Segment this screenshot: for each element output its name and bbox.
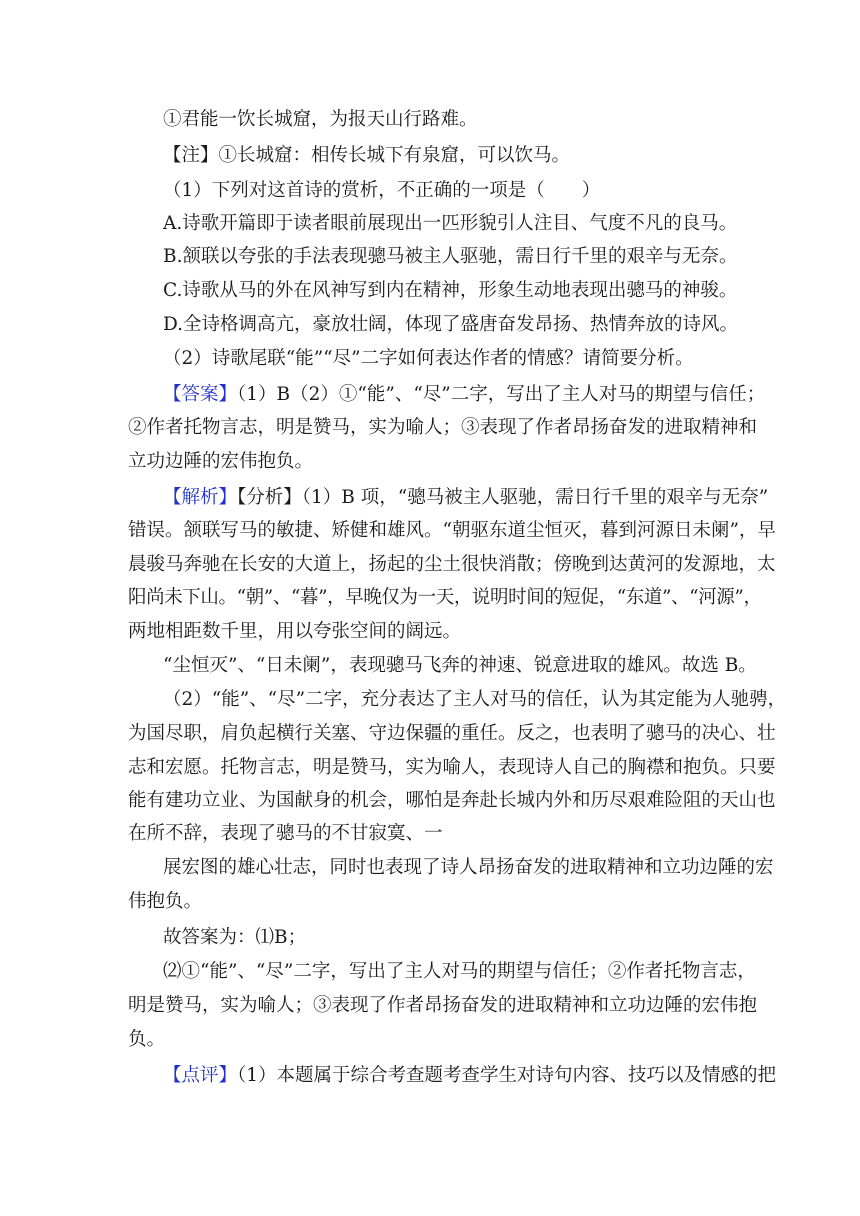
analysis-q2-line-5: 在所不辞，表现了骢马的不甘寂寞、一 [128, 823, 443, 844]
option-c: C.诗歌从马的外在风神写到内在精神，形象生动地表现出骢马的神骏。 [163, 280, 738, 301]
option-d: D.全诗格调高亢，豪放壮阔，体现了盛唐奋发昂扬、热情奔放的诗风。 [163, 314, 739, 335]
final-answer-line-3: 明是赞马，实为喻人；③表现了作者昂扬奋发的进取精神和立功边陲的宏伟抱 [128, 995, 758, 1016]
answer-tag: 【答案】 [163, 384, 238, 405]
analysis-line-2: 错误。颔联写马的敏捷、矫健和雄风。“朝驱东道尘恒灭，暮到河源日未阑”，早 [128, 520, 776, 541]
poem-line: ①君能一饮长城窟，为报天山行路难。 [163, 109, 478, 130]
answer-line-1 [163, 383, 765, 407]
analysis-text: 【分析】（1）B 项，“骢马被主人驱驰，需日行千里的艰辛与无奈” [237, 487, 769, 508]
question-2-prompt: （2）诗歌尾联“能”“尽”二字如何表达作者的情感？请简要分析。 [163, 348, 694, 369]
comment-line-1 [163, 1064, 776, 1088]
analysis-q2-line-4: 能有建功立业、为国献身的机会，哪怕是奔赴长城内外和历尽艰难险阻的天山也 [128, 790, 776, 811]
final-answer-line-4: 负。 [128, 1029, 166, 1050]
analysis-tag: 【解析】 [163, 487, 238, 508]
annotation-note: 【注】①长城窟：相传长城下有泉窟，可以饮马。 [163, 145, 571, 166]
final-answer-line-2: ⑵①“能”、“尽”二字，写出了主人对马的期望与信任；②作者托物言志， [163, 961, 756, 982]
analysis-q2-line-1: （2）“能”、“尽”二字，充分表达了主人对马的信任，认为其定能为人驰骋， [163, 689, 787, 710]
comment-text: （1）本题属于综合考查题考查学生对诗句内容、技巧以及情感的把 [237, 1065, 777, 1086]
option-a: A.诗歌开篇即于读者眼前展现出一匹形貌引人注目、气度不凡的良马。 [163, 213, 738, 234]
analysis-q2-line-2: 为国尽职，肩负起横行关塞、守边保疆的重任。反之，也表明了骢马的决心、壮 [128, 723, 776, 744]
answer-text: （1）B（2）①“能”、“尽”二字，写出了主人对马的期望与信任； [237, 384, 766, 405]
analysis-line-1 [163, 486, 768, 510]
question-1-prompt: （1）下列对这首诗的赏析，不正确的一项是（ ） [163, 180, 601, 201]
analysis-q2-line-7: 伟抱负。 [128, 891, 203, 912]
comment-tag: 【点评】 [163, 1065, 238, 1086]
analysis-q2-line-6: 展宏图的雄心壮志，同时也表现了诗人昂扬奋发的进取精神和立功边陲的宏 [163, 857, 774, 878]
analysis-line-6: “尘恒灭”、“日未阑”，表现骢马飞奔的神速、锐意进取的雄风。故选 B。 [163, 655, 757, 676]
final-answer-line-1: 故答案为：⑴B； [163, 927, 307, 948]
answer-line-2: ②作者托物言志，明是赞马，实为喻人；③表现了作者昂扬奋发的进取精神和 [128, 417, 758, 438]
answer-line-3: 立功边陲的宏伟抱负。 [128, 451, 314, 472]
option-b: B.颔联以夸张的手法表现骢马被主人驱驰，需日行千里的艰辛与无奈。 [163, 246, 738, 267]
analysis-line-5: 两地相距数千里，用以夸张空间的阔远。 [128, 621, 462, 642]
analysis-line-4: 阳尚未下山。“朝”、“暮”，早晚仅为一天，说明时间的短促，“东道”、“河源”， [128, 587, 762, 608]
analysis-line-3: 晨骏马奔驰在长安的大道上，扬起的尘土很快消散；傍晚到达黄河的发源地，太 [128, 554, 776, 575]
analysis-q2-line-3: 志和宏愿。托物言志，明是赞马，实为喻人，表现诗人自己的胸襟和抱负。只要 [128, 757, 776, 778]
